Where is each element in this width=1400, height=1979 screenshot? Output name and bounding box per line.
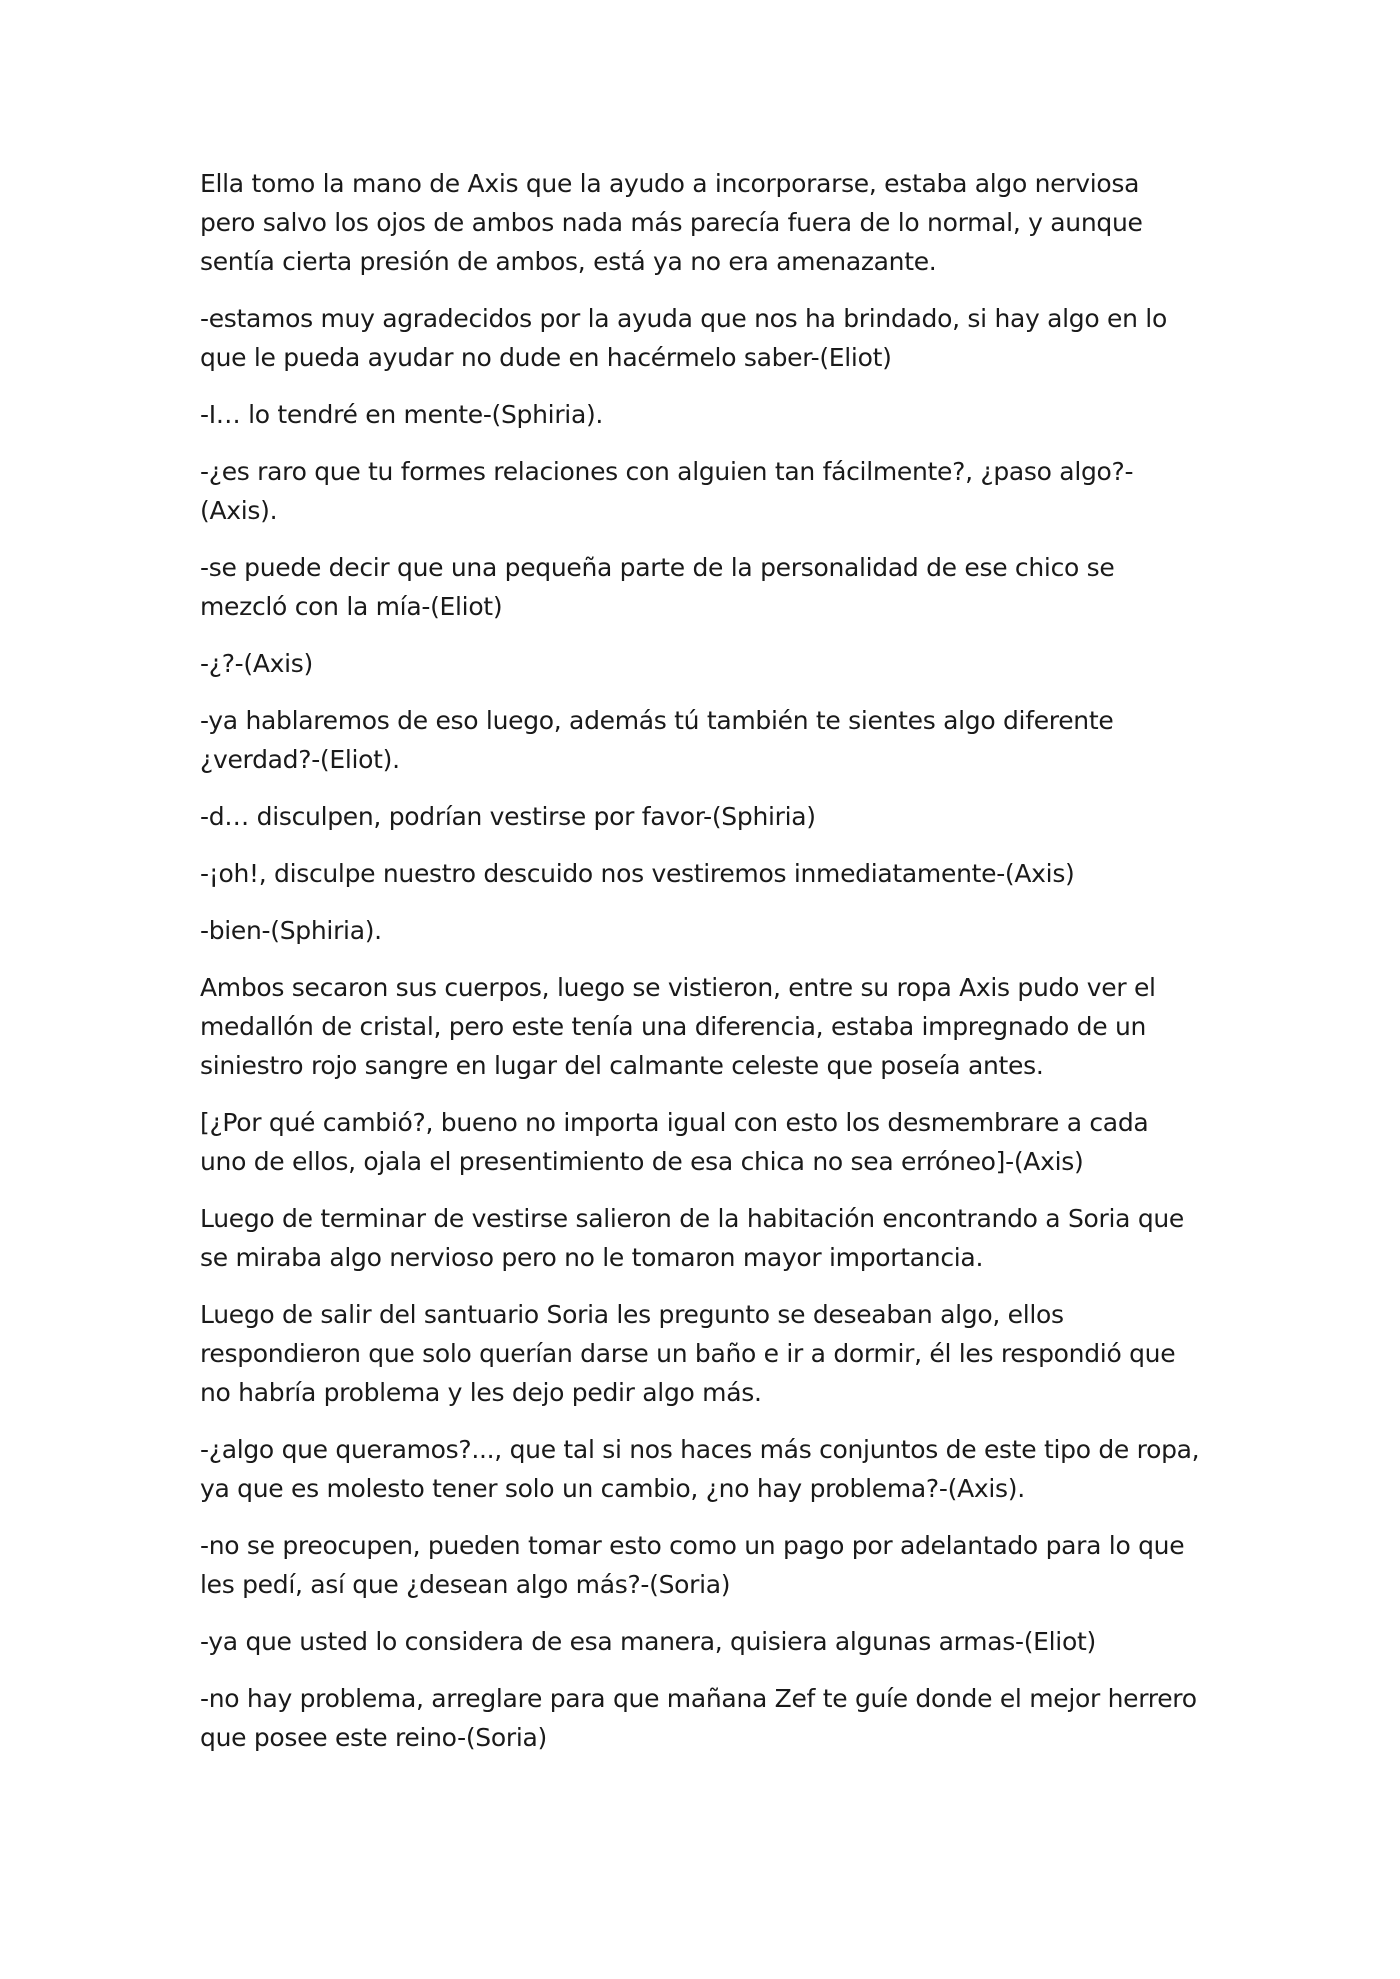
paragraph-dialogue: -¿algo que queramos?..., que tal si nos haces más conjuntos de este tipo de ropa, ya que es molesto tener solo un cambio, ¿no hay problema?-(Axis).: [200, 1435, 1200, 1503]
paragraph-dialogue: -estamos muy agradecidos por la ayuda que nos ha brindado, si hay algo en lo que le pueda ayudar no dude en hacérmelo saber-(Eliot): [200, 304, 1167, 372]
paragraph-dialogue: -ya que usted lo considera de esa manera, quisiera algunas armas-(Eliot): [200, 1627, 1096, 1656]
paragraph-dialogue: -¿?-(Axis): [200, 649, 313, 678]
paragraph-dialogue: -I… lo tendré en mente-(Sphiria).: [200, 400, 604, 429]
paragraph-dialogue: -d… disculpen, podrían vestirse por favor-(Sphiria): [200, 802, 816, 831]
paragraph-dialogue: -se puede decir que una pequeña parte de la personalidad de ese chico se mezcló con la mía-(Eliot): [200, 553, 1115, 621]
paragraph-narration: Ambos secaron sus cuerpos, luego se vistieron, entre su ropa Axis pudo ver el medallón de cristal, pero este tenía una diferencia, estaba impregnado de un siniestro rojo sangre en lugar del calmante celeste que poseía antes.: [200, 973, 1156, 1080]
paragraph-narration: Luego de salir del santuario Soria les pregunto se deseaban algo, ellos respondieron que solo querían darse un baño e ir a dormir, él les respondió que no habría problema y les dejo pedir algo más.: [200, 1300, 1176, 1407]
paragraph-narration: Ella tomo la mano de Axis que la ayudo a incorporarse, estaba algo nerviosa pero salvo los ojos de ambos nada más parecía fuera de lo normal, y aunque sentía cierta presión de ambos, está ya no era amenazante.: [200, 169, 1143, 276]
document-body: [200, 164, 1200, 1775]
paragraph-dialogue: -no se preocupen, pueden tomar esto como un pago por adelantado para lo que les pedí, así que ¿desean algo más?-(Soria): [200, 1531, 1185, 1599]
paragraph-dialogue: -bien-(Sphiria).: [200, 916, 382, 945]
paragraph-narration: Luego de terminar de vestirse salieron de la habitación encontrando a Soria que se miraba algo nervioso pero no le tomaron mayor importancia.: [200, 1204, 1185, 1272]
paragraph-thought: [¿Por qué cambió?, bueno no importa igual con esto los desmembrare a cada uno de ellos, ojala el presentimiento de esa chica no sea erróneo]-(Axis): [200, 1108, 1149, 1176]
paragraph-dialogue: -¿es raro que tu formes relaciones con alguien tan fácilmente?, ¿paso algo?-(Axis).: [200, 457, 1134, 525]
paragraph-dialogue: -no hay problema, arreglare para que mañana Zef te guíe donde el mejor herrero que posee este reino-(Soria): [200, 1684, 1197, 1752]
paragraph-dialogue: -¡oh!, disculpe nuestro descuido nos vestiremos inmediatamente-(Axis): [200, 859, 1075, 888]
paragraph-dialogue: -ya hablaremos de eso luego, además tú también te sientes algo diferente ¿verdad?-(Eliot).: [200, 706, 1114, 774]
